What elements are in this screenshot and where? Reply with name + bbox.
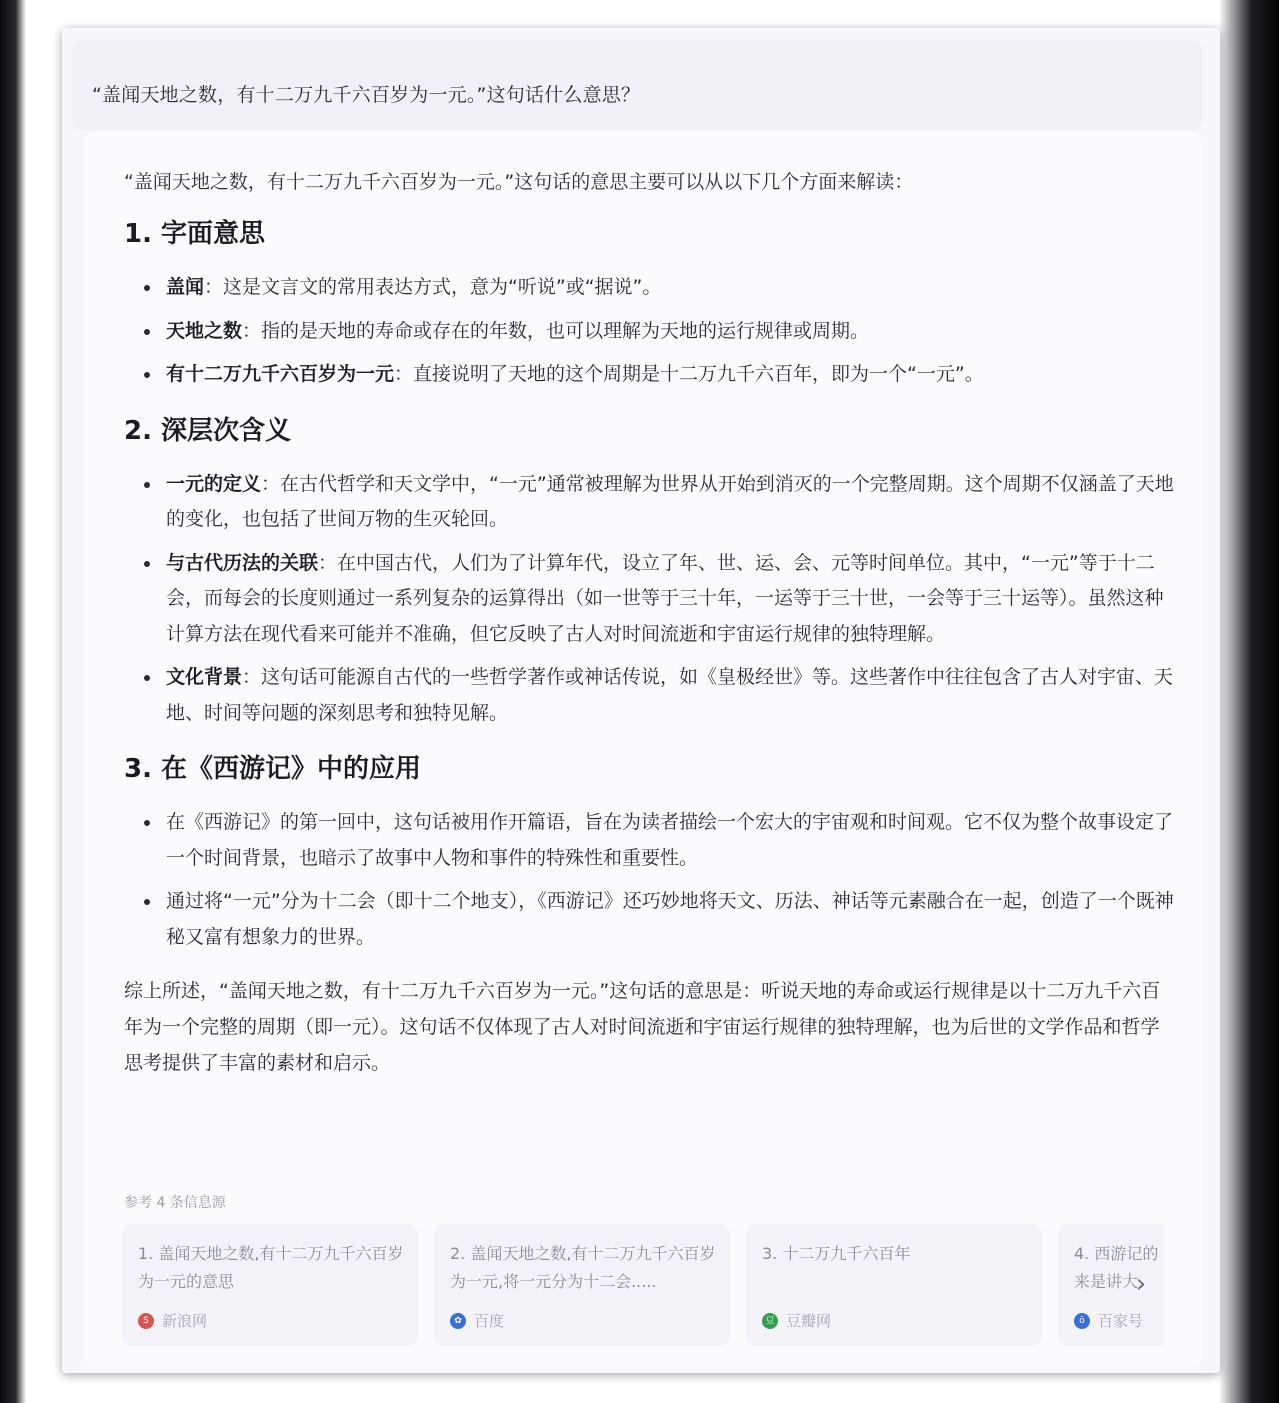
reference-title: 3. 十二万九千六百年: [762, 1244, 911, 1263]
list-item: [166, 314, 1174, 350]
chevron-right-icon[interactable]: ›: [1135, 1269, 1147, 1299]
list-item: [166, 357, 1174, 393]
section-heading-literal: 1. 字面意思: [124, 219, 266, 249]
list-item: [166, 660, 1174, 731]
list-item: [166, 270, 1174, 306]
list-item-text: ：在古代哲学和天文学中，“一元”通常被理解为世界从开始到消灭的一个完整周期。这个周期不仅涵盖了天地的变化，也包括了世间万物的生灭轮回。: [166, 472, 1174, 530]
baidu-icon: ✿: [450, 1313, 466, 1329]
list-item-text: 在《西游记》的第一回中，这句话被用作开篇语，旨在为读者描绘一个宏大的宇宙观和时间观。它不仅为整个故事设定了一个时间背景，也暗示了故事中人物和事件的特殊性和重要性。: [166, 811, 1174, 869]
list-item-text: ：这是文言文的常用表达方式，意为“听说”或“据说”。: [204, 276, 662, 298]
chat-window: [62, 28, 1220, 1373]
reference-source-name: 新浪网: [162, 1312, 208, 1330]
reference-title: 1. 盖闻天地之数,有十二万九千六百岁为一元的意思: [138, 1244, 404, 1291]
sina-icon: S: [138, 1313, 154, 1329]
list-item: [166, 546, 1174, 653]
list-item-term: 与古代历法的关联: [166, 551, 319, 574]
user-question-bubble: [72, 40, 1202, 130]
reference-title: 4. 西游记的来是讲大: [1074, 1244, 1159, 1291]
list-item: [166, 805, 1174, 876]
section-heading-deeper: 2. 深层次含义: [124, 415, 292, 446]
reference-source: [450, 1310, 504, 1331]
reference-source-name: 百家号: [1098, 1312, 1144, 1330]
list-item-term: 盖闻: [166, 276, 205, 298]
reference-title: 2. 盖闻天地之数,有十二万九千六百岁为一元,将一元分为十二会.....: [450, 1244, 716, 1291]
reference-source-name: 豆瓣网: [786, 1312, 832, 1330]
reference-card-2[interactable]: [434, 1224, 730, 1346]
list-item-term: 文化背景: [166, 666, 243, 688]
list-item-text: 通过将“一元”分为十二会（即十二个地支），《西游记》还巧妙地将天文、历法、神话等元素融合在一起，创造了一个既神秘又富有想象力的世界。: [166, 890, 1174, 948]
reference-source: [762, 1310, 831, 1331]
list-item-text: ：直接说明了天地的这个周期是十二万九千六百年，即为一个“一元”。: [394, 363, 984, 385]
answer-content: [124, 164, 1174, 1081]
list-item-text: ：这句话可能源自古代的一些哲学著作或神话传说，如《皇极经世》等。这些著作中往往包含了古人对宇宙、天地、时间等问题的深刻思考和独特见解。: [166, 666, 1174, 724]
answer-summary: 综上所述，“盖闻天地之数，有十二万九千六百岁为一元。”这句话的意思是：听说天地的寿命或运行规律是以十二万九千六百年为一个完整的周期（即一元）。这句话不仅体现了古人对时间流逝和宇宙运行规律的独特理解，也为后世的文学作品和哲学思考提供了丰富的素材和启示。: [124, 980, 1161, 1074]
reference-card-1[interactable]: [122, 1224, 418, 1346]
list-item: [166, 884, 1174, 955]
list-item-term: 一元的定义: [166, 472, 262, 495]
reference-source: [1074, 1310, 1143, 1331]
reference-source-name: 百度: [474, 1312, 505, 1330]
baijiahao-icon: ö: [1074, 1313, 1090, 1329]
user-question-text: “盖闻天地之数，有十二万九千六百岁为一元。”这句话什么意思？: [92, 84, 641, 106]
window-shadow-left: [0, 0, 26, 1403]
reference-source: [138, 1310, 207, 1331]
reference-card-3[interactable]: [746, 1224, 1042, 1346]
answer-intro: “盖闻天地之数，有十二万九千六百岁为一元。”这句话的意思主要可以从以下几个方面来解读：: [124, 171, 914, 193]
section-heading-journey-west: 3. 在《西游记》中的应用: [124, 754, 422, 784]
list-item-term: 天地之数: [166, 319, 243, 342]
section-list-deeper: [124, 467, 1174, 732]
list-item-term: 有十二万九千六百岁为一元: [166, 363, 395, 385]
list-item-text: ：在中国古代，人们为了计算年代，设立了年、世、运、会、元等时间单位。其中，“一元”等于十二会，而每会的长度则通过一系列复杂的运算得出（如一世等于三十年，一运等于三十世，一会等于三十运等）。虽然这种计算方法在现代看来可能并不准确，但它反映了古人对时间流逝和宇宙运行规律的独特理解。: [166, 551, 1164, 645]
assistant-answer-panel: [84, 132, 1202, 1368]
section-list-literal: [124, 270, 1174, 393]
list-item-text: ：指的是天地的寿命或存在的年数，也可以理解为天地的运行规律或周期。: [242, 319, 870, 342]
section-list-journey-west: [124, 805, 1174, 955]
list-item: [166, 467, 1174, 538]
references-label: 参考 4 条信息源: [124, 1195, 226, 1211]
references-row: [122, 1224, 1164, 1346]
douban-icon: 豆: [762, 1313, 778, 1329]
window-shadow-right: [1219, 0, 1279, 1403]
